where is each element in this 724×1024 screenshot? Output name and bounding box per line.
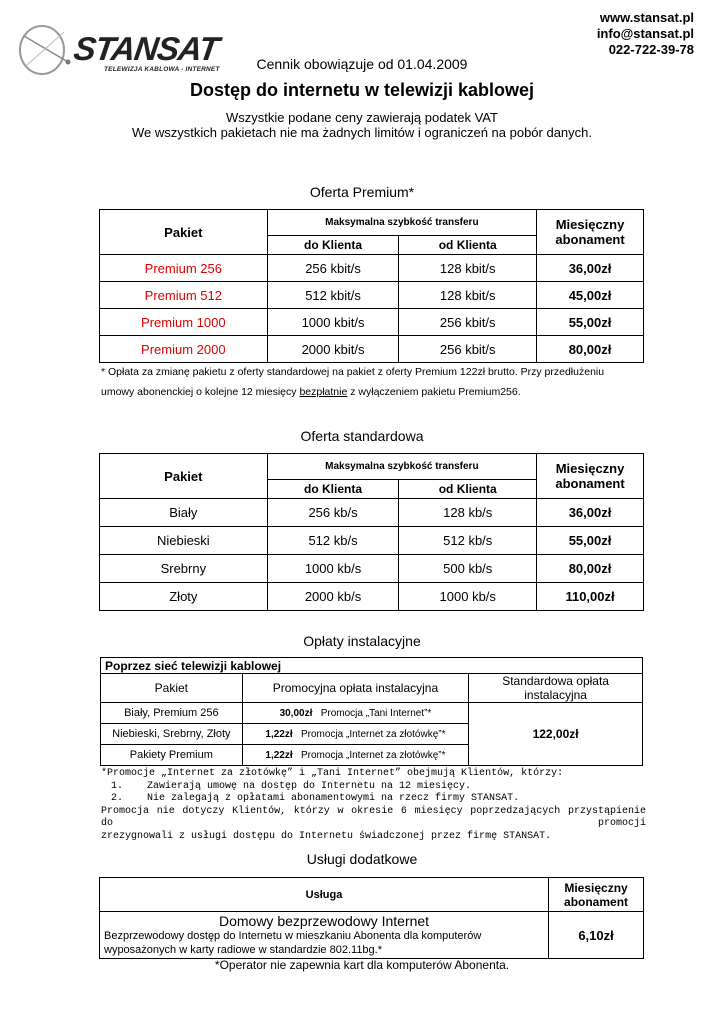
package-name: Premium 256 bbox=[100, 255, 268, 282]
monthly-fee: 80,00zł bbox=[537, 555, 644, 583]
table-row bbox=[100, 336, 644, 363]
package-name: Premium 512 bbox=[100, 282, 268, 309]
logo-wordmark: STANSAT bbox=[71, 30, 221, 67]
premium-col-down: do Klienta bbox=[267, 236, 399, 255]
install-package: Niebieski, Srebrny, Złoty bbox=[101, 724, 243, 745]
monthly-fee: 36,00zł bbox=[537, 255, 644, 282]
monthly-fee: 55,00zł bbox=[537, 527, 644, 555]
speed-down: 1000 kbit/s bbox=[267, 309, 399, 336]
promo-condition-2: 2. Nie zalegają z opłatami abonamentowymi na rzecz firmy STANSAT. bbox=[111, 793, 520, 804]
standard-col-fee: Miesięczny abonament bbox=[537, 454, 644, 499]
speed-up: 512 kb/s bbox=[399, 527, 537, 555]
premium-col-package: Pakiet bbox=[100, 210, 268, 255]
intro-notes bbox=[0, 110, 724, 140]
promo-price: 1,22zł bbox=[265, 749, 293, 761]
standard-install-fee: 122,00zł bbox=[469, 703, 643, 766]
service-desc-1: Bezprzewodowy dostęp do Internetu w mieszkaniu Abonenta dla komputerów bbox=[104, 930, 482, 942]
promo-notes-intro: *Promocje „Internet za złotówkę” i „Tani Internet” obejmują Klientów, którzy: bbox=[101, 768, 564, 779]
speed-up: 128 kbit/s bbox=[399, 282, 537, 309]
extras-heading: Usługi dodatkowe bbox=[306, 851, 418, 867]
promo-fee bbox=[242, 724, 469, 745]
table-row bbox=[100, 309, 644, 336]
speed-down: 1000 kb/s bbox=[267, 555, 399, 583]
speed-down: 2000 kbit/s bbox=[267, 336, 399, 363]
standard-col-down: do Klienta bbox=[267, 480, 399, 499]
vat-note: Wszystkie podane ceny zawierają podatek VAT bbox=[226, 110, 498, 125]
monthly-fee: 55,00zł bbox=[537, 309, 644, 336]
extras-table bbox=[99, 877, 644, 959]
table-row bbox=[100, 282, 644, 309]
contact-block bbox=[597, 10, 694, 58]
standard-col-up: od Klienta bbox=[399, 480, 537, 499]
speed-up: 128 kb/s bbox=[399, 499, 537, 527]
page-title: Dostęp do internetu w telewizji kablowej bbox=[189, 80, 535, 100]
install-section-label: Poprzez sieć telewizji kablowej bbox=[101, 658, 643, 674]
email-link[interactable]: info@stansat.pl bbox=[596, 26, 694, 41]
install-package: Biały, Premium 256 bbox=[101, 703, 243, 724]
promo-exclusion-2: zrezygnowali z usługi dostępu do Internetu świadczonej przez firmę STANSAT. bbox=[101, 830, 552, 842]
website-link[interactable]: www.stansat.pl bbox=[599, 10, 694, 25]
monthly-fee: 110,00zł bbox=[537, 583, 644, 611]
speed-down: 512 kbit/s bbox=[267, 282, 399, 309]
extras-footnote: *Operator nie zapewnia kart dla komputerów Abonenta. bbox=[214, 958, 510, 972]
install-col-package: Pakiet bbox=[101, 674, 243, 703]
standard-col-speed: Maksymalna szybkość transferu bbox=[267, 454, 536, 480]
extras-col-service: Usługa bbox=[100, 878, 549, 912]
standard-table bbox=[99, 453, 644, 611]
speed-up: 500 kb/s bbox=[399, 555, 537, 583]
package-name: Srebrny bbox=[100, 555, 268, 583]
install-col-promo: Promocyjna opłata instalacyjna bbox=[242, 674, 469, 703]
promo-price: 30,00zł bbox=[279, 707, 313, 719]
price-list-date: Cennik obowiązuje od 01.04.2009 bbox=[256, 56, 468, 72]
premium-footnote-line2 bbox=[101, 382, 661, 402]
speed-up: 256 kbit/s bbox=[399, 309, 537, 336]
limits-note: We wszystkich pakietach nie ma żadnych limitów i ograniczeń na pobór danych. bbox=[131, 125, 593, 140]
table-row bbox=[100, 583, 644, 611]
package-name: Premium 1000 bbox=[100, 309, 268, 336]
premium-col-up: od Klienta bbox=[399, 236, 537, 255]
service-fee: 6,10zł bbox=[549, 912, 644, 959]
promo-notes bbox=[101, 768, 646, 843]
promo-name: Promocja „Internet za złotówkę”* bbox=[300, 728, 446, 740]
table-row bbox=[101, 703, 643, 724]
promo-exclusion-1: Promocja nie dotyczy Klientów, którzy w okresie 6 miesięcy poprzedzających przystąpienie do promocji bbox=[101, 805, 646, 829]
monthly-fee: 80,00zł bbox=[537, 336, 644, 363]
speed-down: 2000 kb/s bbox=[267, 583, 399, 611]
install-package: Pakiety Premium bbox=[101, 745, 243, 766]
promo-price: 1,22zł bbox=[265, 728, 293, 740]
table-row bbox=[100, 555, 644, 583]
package-name: Premium 2000 bbox=[100, 336, 268, 363]
footnote-free-emphasis: bezpłatnie bbox=[299, 386, 348, 398]
promo-condition-1: 1. Zawierają umowę na dostęp do Internetu na 12 miesięcy. bbox=[111, 780, 472, 792]
table-row bbox=[100, 912, 644, 959]
promo-name: Promocja „Tani Internet”* bbox=[320, 707, 432, 719]
premium-col-fee: Miesięczny abonament bbox=[537, 210, 644, 255]
premium-heading: Oferta Premium* bbox=[309, 184, 415, 200]
service-desc-2: wyposażonych w karty radiowe w standardzie 802.11bg.* bbox=[104, 944, 383, 956]
premium-footnote-line1: * Opłata za zmianę pakietu z oferty standardowej na pakiet z oferty Premium 122zł brutto. Przy przedłużeniu bbox=[101, 366, 605, 378]
promo-fee bbox=[242, 745, 469, 766]
table-row bbox=[100, 527, 644, 555]
service-name: Domowy bezprzewodowy Internet bbox=[218, 913, 430, 929]
footnote-text: z wyłączeniem pakietu Premium256. bbox=[347, 386, 521, 398]
speed-down: 512 kb/s bbox=[267, 527, 399, 555]
footnote-text: umowy abonenckiej o kolejne 12 miesięcy bbox=[101, 386, 300, 398]
package-name: Złoty bbox=[100, 583, 268, 611]
monthly-fee: 45,00zł bbox=[537, 282, 644, 309]
table-row bbox=[100, 499, 644, 527]
logo-tagline: TELEWIZJA KABLOWA - INTERNET bbox=[104, 66, 220, 73]
install-table bbox=[100, 657, 643, 766]
speed-up: 256 kbit/s bbox=[399, 336, 537, 363]
speed-down: 256 kb/s bbox=[267, 499, 399, 527]
speed-down: 256 kbit/s bbox=[267, 255, 399, 282]
speed-up: 1000 kb/s bbox=[399, 583, 537, 611]
speed-up: 128 kbit/s bbox=[399, 255, 537, 282]
monthly-fee: 36,00zł bbox=[537, 499, 644, 527]
promo-name: Promocja „Internet za złotówkę”* bbox=[300, 749, 446, 761]
extras-col-fee: Miesięczny abonament bbox=[549, 878, 644, 912]
phone-number: 022-722-39-78 bbox=[608, 42, 694, 57]
package-name: Niebieski bbox=[100, 527, 268, 555]
standard-col-package: Pakiet bbox=[100, 454, 268, 499]
premium-table bbox=[99, 209, 644, 363]
install-heading: Opłaty instalacyjne bbox=[303, 633, 421, 649]
premium-col-speed: Maksymalna szybkość transferu bbox=[267, 210, 536, 236]
promo-fee bbox=[242, 703, 469, 724]
service-cell bbox=[100, 912, 549, 959]
install-col-standard: Standardowa opłata instalacyjna bbox=[469, 674, 643, 703]
table-row bbox=[100, 255, 644, 282]
standard-heading: Oferta standardowa bbox=[300, 428, 424, 444]
premium-footnote bbox=[101, 362, 661, 402]
package-name: Biały bbox=[100, 499, 268, 527]
